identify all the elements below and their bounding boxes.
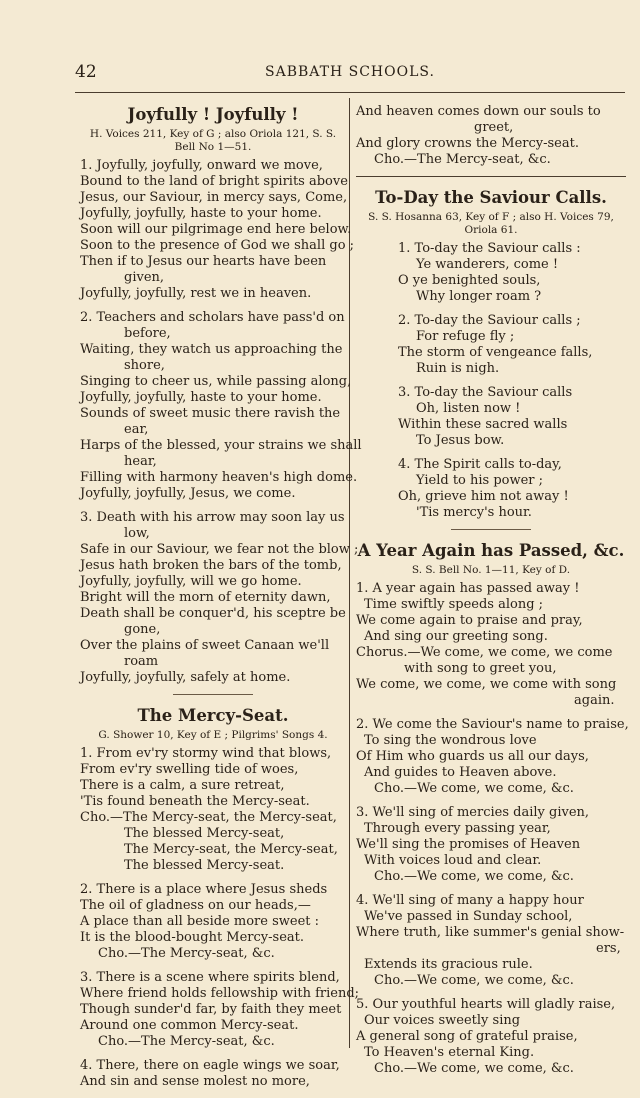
verse-line: 4. We'll sing of many a happy hour (356, 893, 584, 908)
stanza (356, 457, 626, 521)
stanza (80, 746, 346, 874)
stanza (356, 997, 626, 1077)
verse-line: Of Him who guards us all our days, (356, 749, 589, 764)
verse-line: 3. There is a scene where spirits blend, (80, 970, 340, 985)
verse-line: A place than all beside more sweet : (80, 914, 320, 929)
verse-line: hear, (124, 454, 157, 469)
verse-line: And heaven comes down our souls to (356, 104, 601, 119)
verse-line: From ev'ry swelling tide of woes, (80, 762, 299, 777)
chorus-line: The Mercy-seat, the Mercy-seat, (124, 842, 338, 857)
hymn-title: The Mercy-Seat. (137, 706, 289, 725)
verse-line: 4. There, there on eagle wings we soar, (80, 1058, 340, 1073)
left-column (80, 104, 362, 1098)
verse-line: 3. To-day the Saviour calls (398, 385, 573, 400)
stanza (356, 385, 626, 449)
section-rule (451, 529, 531, 530)
verse-line: 4. The Spirit calls to-day, (398, 457, 562, 472)
hymn-source (360, 211, 622, 237)
verse-line: shore, (124, 358, 165, 373)
verse-line: We come again to praise and pray, (356, 613, 583, 628)
stanza (80, 158, 355, 302)
verse-line: low, (124, 526, 150, 541)
chorus-line: We come, we come, we come with song (356, 677, 617, 692)
verse-line: Around one common Mercy-seat. (80, 1018, 299, 1033)
verse-line: 3. Death with his arrow may soon lay us (80, 510, 345, 525)
verse-line: Harps of the blessed, your strains we shall (80, 438, 362, 453)
source-line: Bell No 1—51. (174, 141, 252, 153)
hymn-source: G. Shower 10, Key of E ; Pilgrims' Songs 4. (98, 729, 328, 741)
verse-line: Safe in our Saviour, we fear not the blow ; (80, 542, 359, 557)
hymn-title: A Year Again has Passed, &c. (357, 541, 625, 560)
verse-line: Ruin is nigh. (416, 361, 500, 376)
verse-line: 5. Our youthful hearts will gladly raise, (356, 997, 616, 1012)
page-number: 42 (75, 62, 97, 82)
verse-line: Time swiftly speeds along ; (364, 597, 544, 612)
verse-line: given, (124, 270, 165, 285)
verse-line: 1. Joyfully, joyfully, onward we move, (80, 158, 323, 173)
verse-line: before, (124, 326, 171, 341)
verse-line: To Heaven's eternal King. (364, 1045, 535, 1060)
verse-line: Extends its gracious rule. (364, 957, 533, 972)
verse-line: 1. From ev'ry stormy wind that blows, (80, 746, 332, 761)
verse-line: Soon will our pilgrimage end here below. (80, 222, 352, 237)
verse-line: greet, (474, 120, 514, 135)
verse-line: Joyfully, joyfully, Jesus, we come. (80, 486, 296, 501)
running-title: SABBATH SCHOOLS. (265, 64, 435, 80)
chorus-line: Chorus.—We come, we come, we come (356, 645, 613, 660)
verse-line: O ye benighted souls, (398, 273, 541, 288)
verse-line: To sing the wondrous love (364, 733, 537, 748)
stanza (80, 510, 359, 686)
chorus-line: Cho.—The Mercy-seat, &c. (374, 152, 551, 167)
source-line: Oriola 61. (464, 224, 518, 236)
verse-line: 'Tis mercy's hour. (416, 505, 532, 520)
chorus-line: Cho.—The Mercy-seat, &c. (98, 946, 275, 961)
hymn-title: To-Day the Saviour Calls. (375, 188, 607, 207)
verse-line: Yield to his power ; (416, 473, 544, 488)
chorus-line: with song to greet you, (404, 661, 557, 676)
stanza (356, 313, 626, 377)
source-line: H. Voices 211, Key of G ; also Oriola 121, S. S. (89, 128, 337, 140)
verse-line: Then if to Jesus our hearts have been (80, 254, 327, 269)
verse-line: Over the plains of sweet Canaan we'll (80, 638, 330, 653)
verse-line: 2. We come the Saviour's name to praise, (356, 717, 629, 732)
verse-line: Singing to cheer us, while passing along, (80, 374, 352, 389)
chorus-line: Cho.—The Mercy-seat, the Mercy-seat, (80, 810, 337, 825)
verse-line: 1. A year again has passed away ! (356, 581, 580, 596)
verse-line: 2. To-day the Saviour calls ; (398, 313, 581, 328)
verse-line: We'll sing the promises of Heaven (356, 837, 581, 852)
verse-line: The oil of gladness on our heads,— (80, 898, 311, 913)
stanza (356, 805, 626, 885)
verse-line: ear, (124, 422, 149, 437)
verse-line: And sing our greeting song. (364, 629, 548, 644)
verse-line: Filling with harmony heaven's high dome. (80, 470, 358, 485)
verse-line: Bright will the morn of eternity dawn, (80, 590, 331, 605)
verse-line: Soon to the presence of God we shall go ; (80, 238, 355, 253)
verse-line: With voices loud and clear. (364, 853, 542, 868)
verse-line: 2. Teachers and scholars have pass'd on (80, 310, 345, 325)
verse-line: To Jesus bow. (416, 433, 505, 448)
verse-line: Within these sacred walls (398, 417, 568, 432)
verse-line: And glory crowns the Mercy-seat. (356, 136, 579, 151)
chorus-line: The blessed Mercy-seat, (124, 826, 285, 841)
verse-line: A general song of grateful praise, (356, 1029, 578, 1044)
verse-line: Where friend holds fellowship with friend; (80, 986, 360, 1001)
chorus-line: Cho.—We come, we come, &c. (374, 973, 574, 988)
verse-line: Death shall be conquer'd, his sceptre be (80, 606, 346, 621)
chorus-line: again. (574, 693, 615, 708)
stanza (356, 717, 629, 797)
verse-line: Why longer roam ? (416, 289, 542, 304)
stanza (80, 310, 362, 502)
verse-line: Joyfully, joyfully, haste to your home. (80, 390, 322, 405)
hymn-title: Joyfully ! Joyfully ! (127, 105, 299, 124)
verse-line: Through every passing year, (364, 821, 551, 836)
source-line: S. S. Hosanna 63, Key of F ; also H. Voices 79, (368, 211, 614, 223)
verse-line: Bound to the land of bright spirits above (80, 174, 348, 189)
stanza (80, 882, 346, 962)
chorus-line: The blessed Mercy-seat. (124, 858, 285, 873)
verse-line: We've passed in Sunday school, (364, 909, 573, 924)
verse-line: Joyfully, joyfully, will we go home. (80, 574, 302, 589)
verse-line: Jesus, our Saviour, in mercy says, Come, (80, 190, 348, 205)
verse-line: roam (124, 654, 159, 669)
right-column (356, 104, 629, 1085)
verse-line: The storm of vengeance falls, (398, 345, 593, 360)
verse-line: For refuge fly ; (416, 329, 515, 344)
chorus-line: Cho.—We come, we come, &c. (374, 781, 574, 796)
verse-line: Sounds of sweet music there ravish the (80, 406, 341, 421)
verse-line: 2. There is a place where Jesus sheds (80, 882, 328, 897)
stanza (80, 1058, 346, 1090)
verse-line: Oh, grieve him not away ! (398, 489, 569, 504)
verse-line: Our voices sweetly sing (364, 1013, 521, 1028)
section-rule (173, 694, 253, 695)
verse-line: 1. To-day the Saviour calls : (398, 241, 581, 256)
stanza (356, 104, 626, 168)
verse-line: 'Tis found beneath the Mercy-seat. (80, 794, 310, 809)
verse-line: And sin and sense molest no more, (80, 1074, 310, 1089)
header-rule (75, 92, 625, 93)
verse-line: ers, (596, 941, 621, 956)
verse-line: Jesus hath broken the bars of the tomb, (80, 558, 342, 573)
stanza (356, 893, 626, 989)
stanza (356, 581, 626, 709)
verse-line: Joyfully, joyfully, safely at home. (80, 670, 291, 685)
chorus-line: Cho.—We come, we come, &c. (374, 1061, 574, 1076)
verse-line: Oh, listen now ! (416, 401, 521, 416)
verse-line: And guides to Heaven above. (364, 765, 557, 780)
verse-line: Where truth, like summer's genial show- (356, 925, 625, 940)
verse-line: 3. We'll sing of mercies daily given, (356, 805, 590, 820)
verse-line: Joyfully, joyfully, rest we in heaven. (80, 286, 312, 301)
chorus-line: Cho.—We come, we come, &c. (374, 869, 574, 884)
verse-line: There is a calm, a sure retreat, (80, 778, 285, 793)
verse-line: It is the blood-bought Mercy-seat. (80, 930, 305, 945)
hymn-source: S. S. Bell No. 1—11, Key of D. (411, 564, 571, 576)
verse-line: Ye wanderers, come ! (416, 257, 559, 272)
verse-line: Joyfully, joyfully, haste to your home. (80, 206, 322, 221)
verse-line: gone, (124, 622, 161, 637)
section-rule (356, 176, 626, 177)
page-header (75, 62, 435, 84)
chorus-line: Cho.—The Mercy-seat, &c. (98, 1034, 275, 1049)
verse-line: Though sunder'd far, by faith they meet (80, 1002, 342, 1017)
verse-line: Waiting, they watch us approaching the (80, 342, 343, 357)
stanza (356, 241, 626, 305)
stanza (80, 970, 360, 1050)
hymn-source (84, 128, 342, 154)
